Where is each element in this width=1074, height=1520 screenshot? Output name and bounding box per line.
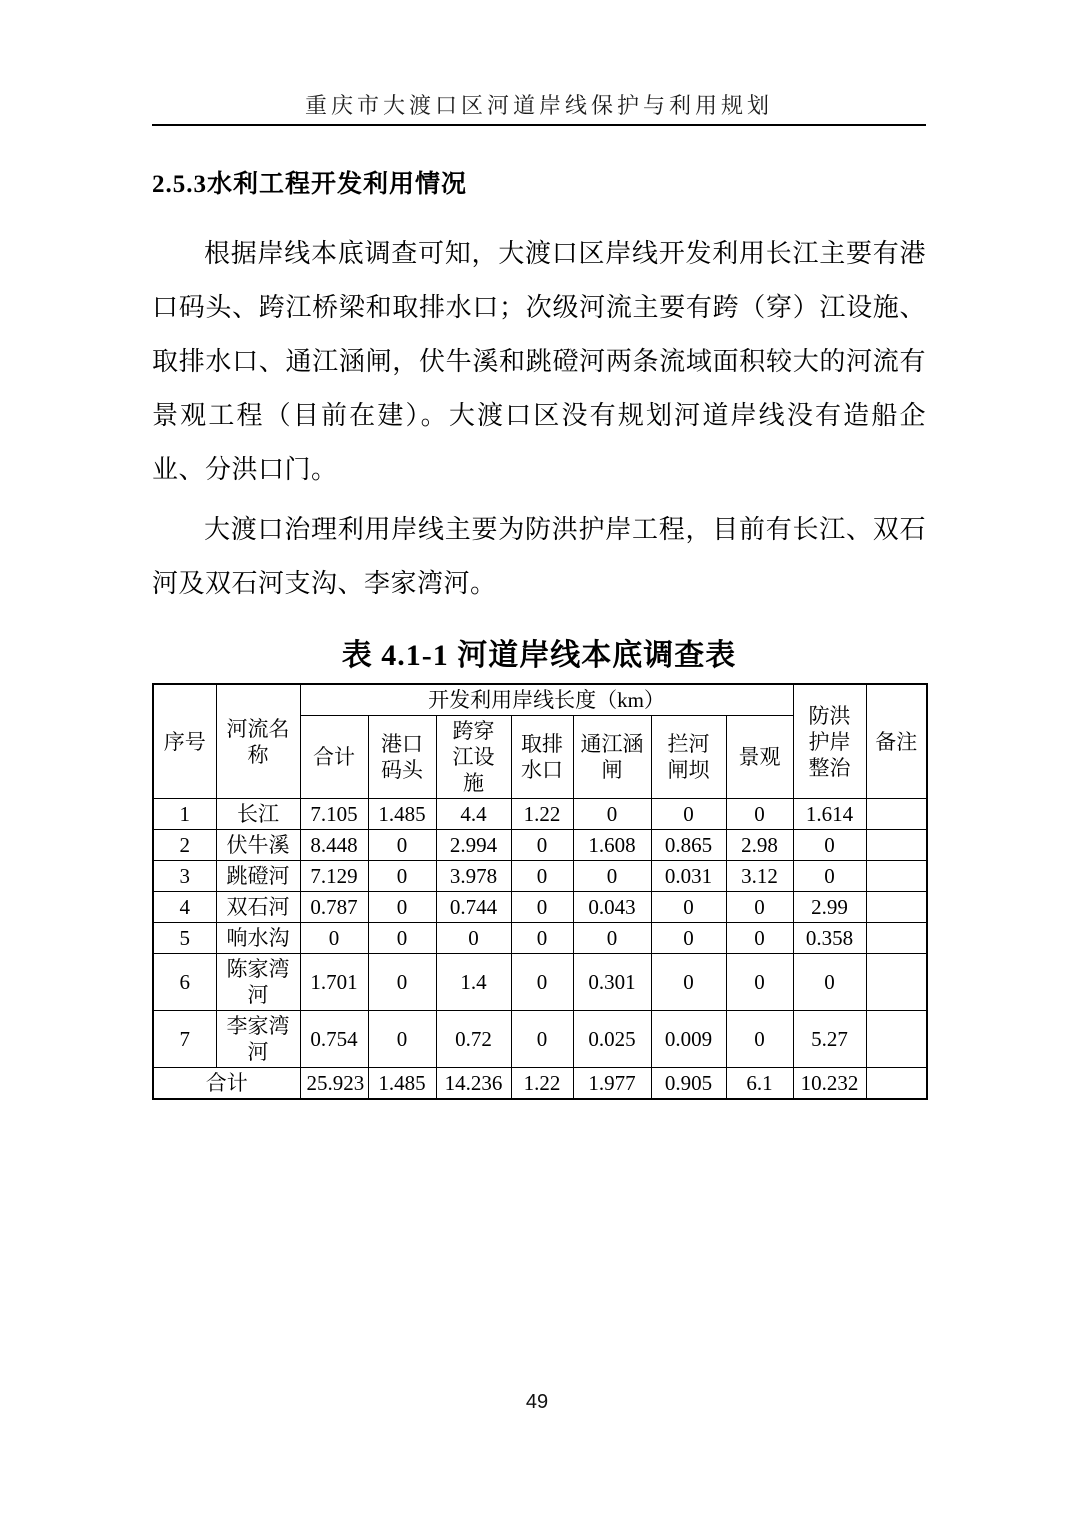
total-value: 6.1 <box>726 1068 793 1100</box>
row-value: 0 <box>793 830 866 861</box>
row-value: 1.485 <box>368 799 436 830</box>
row-value: 0.301 <box>573 954 651 1011</box>
row-value: 0 <box>368 830 436 861</box>
row-value: 0 <box>511 1011 573 1068</box>
document-header <box>152 91 926 126</box>
col-header-group: 开发利用岸线长度（km） <box>300 684 793 716</box>
row-river: 陈家湾河 <box>216 954 300 1011</box>
row-value: 0 <box>511 954 573 1011</box>
total-value: 1.977 <box>573 1068 651 1100</box>
col-header-scenery: 景观 <box>726 716 793 799</box>
total-value: 10.232 <box>793 1068 866 1100</box>
row-value: 2.994 <box>436 830 511 861</box>
row-value: 0 <box>436 923 511 954</box>
col-header-dam: 拦河闸坝 <box>651 716 726 799</box>
section-heading: 2.5.3水利工程开发利用情况 <box>152 171 468 198</box>
col-header-seq: 序号 <box>153 684 216 799</box>
row-value: 0 <box>726 1011 793 1068</box>
row-value: 1.614 <box>793 799 866 830</box>
row-seq: 2 <box>153 830 216 861</box>
row-river: 响水沟 <box>216 923 300 954</box>
table-body <box>153 799 927 1100</box>
paragraph-1: 根据岸线本底调查可知，大渡口区岸线开发利用长江主要有港口码头、跨江桥梁和取排水口；次级河流主要有跨（穿）江设施、取排水口、通江涵闸，伏牛溪和跳磴河两条流域面积较大的河流有景观工程（目前在建）。大渡口区没有规划河道岸线没有造船企业、分洪口门。 <box>152 239 926 484</box>
row-river: 长江 <box>216 799 300 830</box>
row-value: 0 <box>511 830 573 861</box>
row-value: 0.025 <box>573 1011 651 1068</box>
total-value: 14.236 <box>436 1068 511 1100</box>
row-value: 1.4 <box>436 954 511 1011</box>
row-value: 0 <box>651 923 726 954</box>
row-river: 跳磴河 <box>216 861 300 892</box>
col-header-crossing: 跨穿江设施 <box>436 716 511 799</box>
row-seq: 6 <box>153 954 216 1011</box>
table-header-row-1 <box>153 684 927 716</box>
row-value: 0 <box>511 892 573 923</box>
row-value: 0 <box>368 923 436 954</box>
row-value: 7.129 <box>300 861 368 892</box>
col-header-culvert: 通江涵闸 <box>573 716 651 799</box>
row-note <box>866 954 927 1011</box>
total-value: 1.22 <box>511 1068 573 1100</box>
row-value: 2.99 <box>793 892 866 923</box>
row-value: 0.744 <box>436 892 511 923</box>
row-value: 0 <box>793 861 866 892</box>
row-value: 3.978 <box>436 861 511 892</box>
col-header-total: 合计 <box>300 716 368 799</box>
table-title: 表 4.1-1 河道岸线本底调查表 <box>341 639 737 672</box>
row-value: 0 <box>651 954 726 1011</box>
row-value: 0.043 <box>573 892 651 923</box>
row-value: 0 <box>726 799 793 830</box>
row-seq: 3 <box>153 861 216 892</box>
table-row <box>153 892 927 923</box>
row-value: 1.608 <box>573 830 651 861</box>
row-note <box>866 1011 927 1068</box>
row-seq: 7 <box>153 1011 216 1068</box>
total-value: 0.905 <box>651 1068 726 1100</box>
row-value: 0 <box>511 861 573 892</box>
row-value: 0 <box>368 1011 436 1068</box>
row-river: 伏牛溪 <box>216 830 300 861</box>
row-river: 李家湾河 <box>216 1011 300 1068</box>
row-value: 0 <box>726 923 793 954</box>
row-value: 0 <box>511 923 573 954</box>
total-label: 合计 <box>153 1068 300 1100</box>
row-value: 0.358 <box>793 923 866 954</box>
row-value: 0.754 <box>300 1011 368 1068</box>
row-value: 0 <box>573 923 651 954</box>
table-row <box>153 861 927 892</box>
table-row <box>153 954 927 1011</box>
page-number: 49 <box>525 1391 549 1413</box>
col-header-intake: 取排水口 <box>511 716 573 799</box>
table-row <box>153 1011 927 1068</box>
row-note <box>866 923 927 954</box>
row-note <box>866 861 927 892</box>
row-note <box>866 892 927 923</box>
row-value: 0 <box>368 892 436 923</box>
paragraph-2: 大渡口治理利用岸线主要为防洪护岸工程，目前有长江、双石河及双石河支沟、李家湾河。 <box>152 515 926 598</box>
row-river: 双石河 <box>216 892 300 923</box>
header-title: 重庆市大渡口区河道岸线保护与利用规划 <box>304 93 773 118</box>
row-value: 5.27 <box>793 1011 866 1068</box>
row-value: 0 <box>651 892 726 923</box>
total-value: 1.485 <box>368 1068 436 1100</box>
row-value: 0.787 <box>300 892 368 923</box>
row-value: 0 <box>793 954 866 1011</box>
table-total-row <box>153 1068 927 1100</box>
row-value: 1.22 <box>511 799 573 830</box>
row-value: 0 <box>368 954 436 1011</box>
row-value: 0.031 <box>651 861 726 892</box>
total-note <box>866 1068 927 1100</box>
table-header <box>153 684 927 799</box>
row-value: 0 <box>573 799 651 830</box>
row-value: 0.72 <box>436 1011 511 1068</box>
table-row <box>153 923 927 954</box>
row-value: 1.701 <box>300 954 368 1011</box>
row-value: 0 <box>651 799 726 830</box>
row-value: 2.98 <box>726 830 793 861</box>
row-value: 0 <box>726 954 793 1011</box>
table-row <box>153 830 927 861</box>
row-value: 8.448 <box>300 830 368 861</box>
row-note <box>866 830 927 861</box>
survey-table <box>152 683 928 1100</box>
col-header-port: 港口码头 <box>368 716 436 799</box>
col-header-flood: 防洪护岸整治 <box>793 684 866 799</box>
row-seq: 4 <box>153 892 216 923</box>
total-value: 25.923 <box>300 1068 368 1100</box>
row-value: 0.865 <box>651 830 726 861</box>
row-value: 3.12 <box>726 861 793 892</box>
row-value: 0 <box>726 892 793 923</box>
row-seq: 5 <box>153 923 216 954</box>
col-header-note: 备注 <box>866 684 927 799</box>
col-header-river: 河流名称 <box>216 684 300 799</box>
row-value: 7.105 <box>300 799 368 830</box>
row-seq: 1 <box>153 799 216 830</box>
row-value: 0.009 <box>651 1011 726 1068</box>
row-value: 4.4 <box>436 799 511 830</box>
header-divider <box>152 124 926 126</box>
row-value: 0 <box>573 861 651 892</box>
row-value: 0 <box>300 923 368 954</box>
row-value: 0 <box>368 861 436 892</box>
row-note <box>866 799 927 830</box>
table-row <box>153 799 927 830</box>
